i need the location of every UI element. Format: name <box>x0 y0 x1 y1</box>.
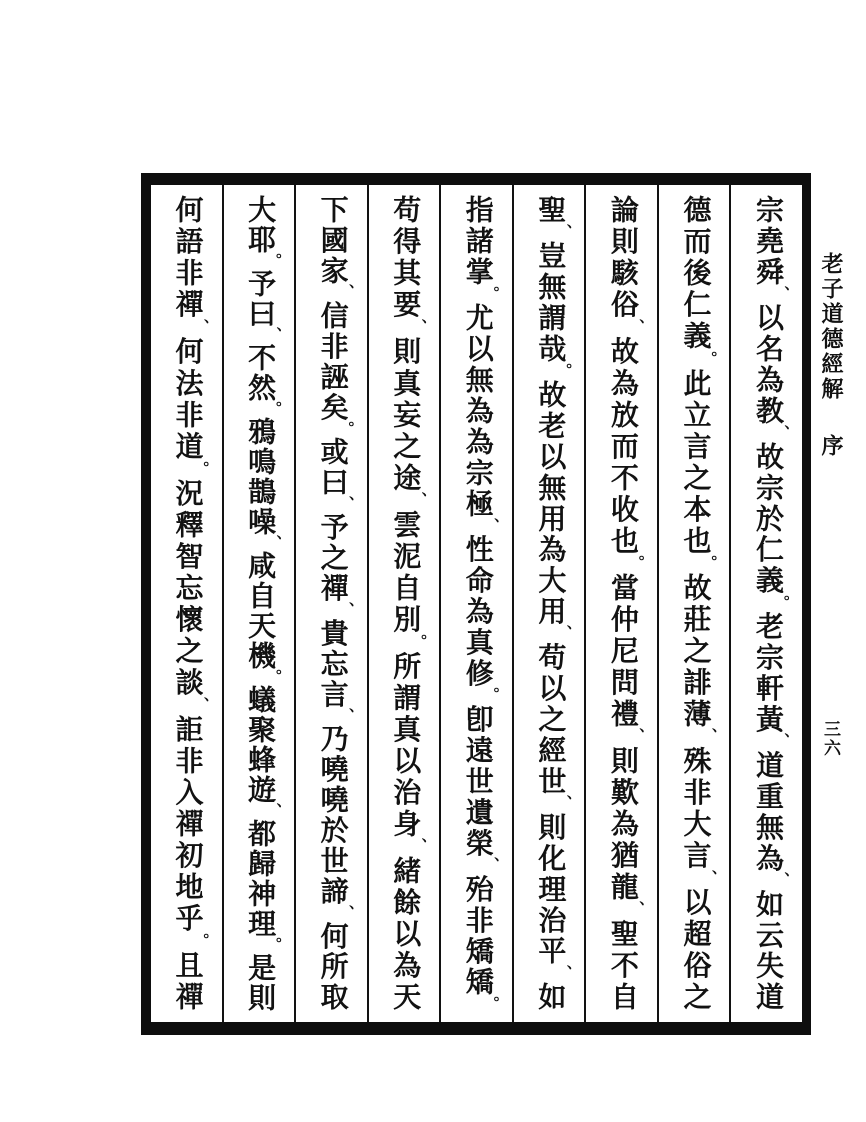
section-label: 序 <box>819 434 844 456</box>
page-number: 三六 <box>821 720 840 758</box>
text-column-2: 德而後仁義。此立言之本也。故莊之誹薄、殊非大言、以超俗之 <box>657 185 730 1022</box>
text-column-7: 下國家、信非誣矣。或曰、予之禪、貴忘言、乃嘵嘵於世諦、何所取 <box>294 185 367 1022</box>
text-column-4: 聖、豈無謂哉。故老以無用為大用、苟以之經世、則化理治平、如 <box>512 185 585 1022</box>
text-column-5: 指諸掌。尤以無為為宗極、性命為真修。卽遠世遺榮、殆非矯矯。 <box>439 185 512 1022</box>
book-title: 老子道德經解 <box>819 252 844 402</box>
text-column-6: 苟得其要、則真妄之途、雲泥自別。所謂真以治身、緒餘以為天 <box>367 185 440 1022</box>
text-column-9: 何語非禪、何法非道。況釋智忘懷之談、詎非入禪初地乎。且禪 <box>171 195 209 1013</box>
text-column-8: 大耶。予曰、不然。鴉鳴鵲噪、咸自天機。蟻聚蜂遊、都歸神理。是則 <box>222 185 295 1022</box>
text-column-3: 論則駭俗、故為放而不收也。當仲尼問禮、則歎為猶龍、聖不自 <box>584 185 657 1022</box>
text-column-1: 宗堯舜、以名為教、故宗於仁義。老宗軒黃、道重無為、如云失道 <box>729 185 802 1022</box>
text-frame <box>141 173 811 1035</box>
